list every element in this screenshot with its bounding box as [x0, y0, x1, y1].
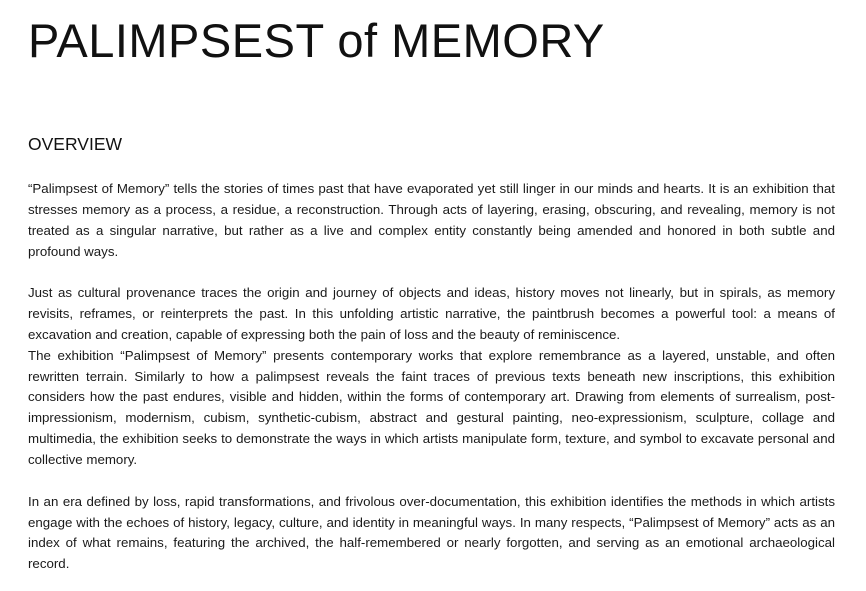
document-page — [28, 0, 835, 591]
paragraph-1: “Palimpsest of Memory” tells the stories of times past that have evaporated yet still linger in our minds and hearts. It is an exhibition that stresses memory as a process, a residue, a reconstruction. Through acts of layering, erasing, obscuring, and revealing, memory is not treated as a singular narrative, but rather as a live and complex entity constantly being amended and honored in both subtle and profound ways. — [28, 181, 835, 259]
section-heading-overview: OVERVIEW — [28, 134, 123, 154]
paragraph-2: Just as cultural provenance traces the origin and journey of objects and ideas, history moves not linearly, but in spirals, as memory revisits, reframes, or reinterprets the past. In this unfolding artistic narrative, the paintbrush becomes a powerful tool: a means of excavation and creation, capable of expressing both the pain of loss and the beauty of reminiscence. — [28, 285, 835, 342]
overview-body — [28, 179, 835, 575]
paragraph-4: In an era defined by loss, rapid transformations, and frivolous over-documentation, this exhibition identifies the methods in which artists engage with the echoes of history, legacy, culture, and identity in meaningful ways. In many respects, “Palimpsest of Memory” acts as an index of what remains, featuring the archived, the half-remembered or nearly forgotten, and serving as an emotional archaeological record. — [28, 493, 835, 572]
paragraph-3: The exhibition “Palimpsest of Memory” presents contemporary works that explore remembrance as a layered, unstable, and often rewritten terrain. Similarly to how a palimpsest reveals the faint traces of previous texts beneath new inscriptions, this exhibition considers how the past endures, visible and hidden, within the forms of contemporary art. Drawing from elements of surrealism, post-impressionism, modernism, cubism, synthetic-cubism, abstract and gestural painting, neo-expressionism, sculpture, collage and multimedia, the exhibition seeks to demonstrate the ways in which artists manipulate form, texture, and symbol to excavate personal and collective memory. — [28, 347, 835, 467]
page-title: PALIMPSEST of MEMORY — [28, 14, 605, 67]
